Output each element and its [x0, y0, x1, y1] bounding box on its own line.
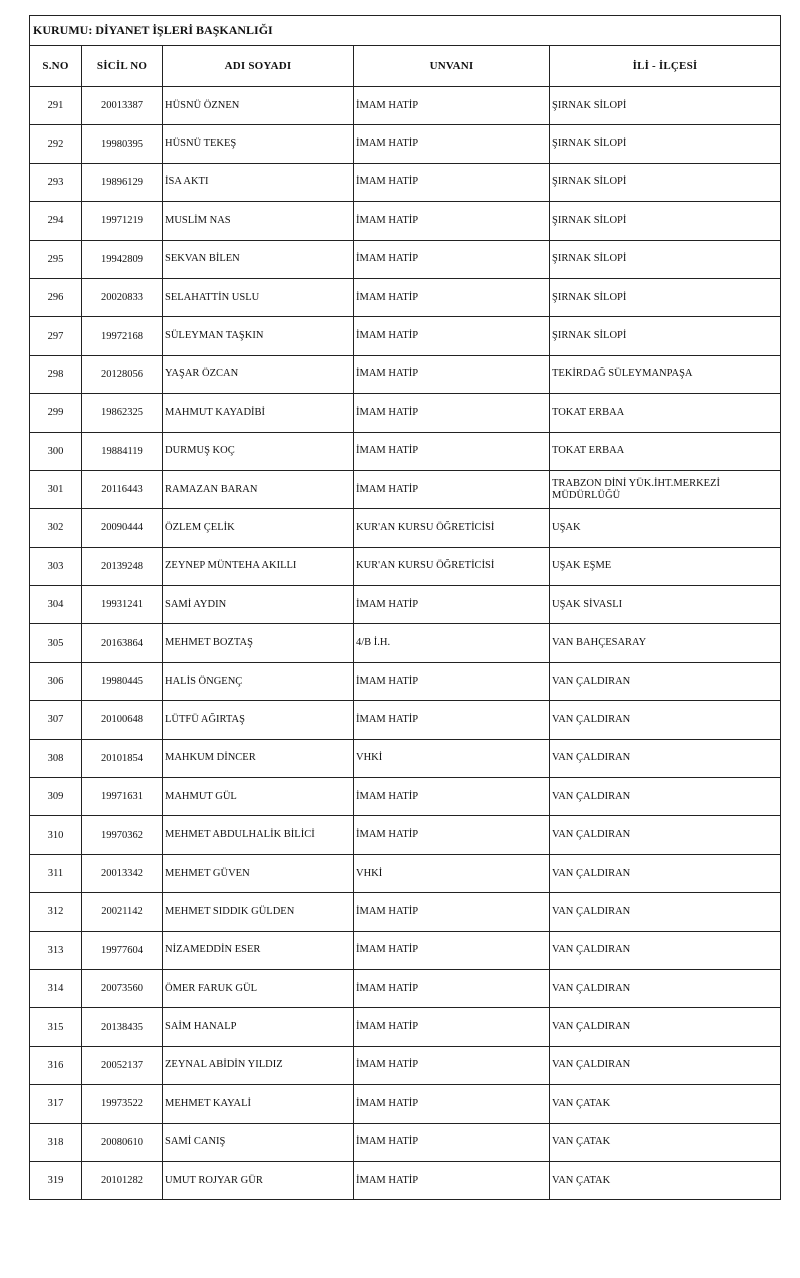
person-name: RAMAZAN BARAN: [163, 470, 354, 508]
row-number: 316: [30, 1046, 82, 1084]
row-number: 298: [30, 355, 82, 393]
column-header-sno: S.NO: [30, 46, 82, 87]
row-number: 293: [30, 163, 82, 201]
row-number: 308: [30, 739, 82, 777]
job-title: VHKİ: [354, 854, 550, 892]
person-name: LÜTFÜ AĞIRTAŞ: [163, 701, 354, 739]
row-number: 306: [30, 662, 82, 700]
table-row: [30, 778, 781, 816]
location: ŞIRNAK SİLOPİ: [550, 202, 781, 240]
job-title: İMAM HATİP: [354, 87, 550, 125]
sicil-no: 20073560: [82, 969, 163, 1007]
location: VAN ÇALDIRAN: [550, 854, 781, 892]
person-name: ZEYNAL ABİDİN YILDIZ: [163, 1046, 354, 1084]
location: VAN ÇALDIRAN: [550, 816, 781, 854]
location: VAN BAHÇESARAY: [550, 624, 781, 662]
row-number: 299: [30, 394, 82, 432]
table-row: [30, 278, 781, 316]
table-row: [30, 1161, 781, 1199]
table-row: [30, 470, 781, 508]
location: ŞIRNAK SİLOPİ: [550, 125, 781, 163]
sicil-no: 19973522: [82, 1085, 163, 1123]
sicil-no: 19980445: [82, 662, 163, 700]
person-name: SAMİ CANIŞ: [163, 1123, 354, 1161]
sicil-no: 19972168: [82, 317, 163, 355]
location: VAN ÇALDIRAN: [550, 893, 781, 931]
person-name: NİZAMEDDİN ESER: [163, 931, 354, 969]
row-number: 300: [30, 432, 82, 470]
table-row: [30, 87, 781, 125]
row-number: 296: [30, 278, 82, 316]
table-row: [30, 931, 781, 969]
table-row: [30, 854, 781, 892]
table-row: [30, 355, 781, 393]
row-number: 315: [30, 1008, 82, 1046]
job-title: İMAM HATİP: [354, 1123, 550, 1161]
job-title: İMAM HATİP: [354, 816, 550, 854]
location: UŞAK EŞME: [550, 547, 781, 585]
organization-row: [30, 16, 781, 46]
job-title: İMAM HATİP: [354, 470, 550, 508]
person-name: YAŞAR ÖZCAN: [163, 355, 354, 393]
table-row: [30, 509, 781, 547]
person-name: MUSLİM NAS: [163, 202, 354, 240]
sicil-no: 20138435: [82, 1008, 163, 1046]
sicil-no: 19942809: [82, 240, 163, 278]
table-row: [30, 739, 781, 777]
person-name: SEKVAN BİLEN: [163, 240, 354, 278]
row-number: 297: [30, 317, 82, 355]
table-row: [30, 202, 781, 240]
row-number: 318: [30, 1123, 82, 1161]
sicil-no: 20052137: [82, 1046, 163, 1084]
person-name: ÖZLEM ÇELİK: [163, 509, 354, 547]
table-row: [30, 586, 781, 624]
person-name: MEHMET SIDDIK GÜLDEN: [163, 893, 354, 931]
column-header-adi-soyadi: ADI SOYADI: [163, 46, 354, 87]
sicil-no: 19862325: [82, 394, 163, 432]
person-name: HÜSNÜ ÖZNEN: [163, 87, 354, 125]
person-name: MAHMUT GÜL: [163, 778, 354, 816]
person-name: DURMUŞ KOÇ: [163, 432, 354, 470]
job-title: KUR'AN KURSU ÖĞRETİCİSİ: [354, 509, 550, 547]
row-number: 292: [30, 125, 82, 163]
location: VAN ÇALDIRAN: [550, 931, 781, 969]
job-title: İMAM HATİP: [354, 240, 550, 278]
job-title: İMAM HATİP: [354, 278, 550, 316]
location: ŞIRNAK SİLOPİ: [550, 87, 781, 125]
sicil-no: 19971631: [82, 778, 163, 816]
sicil-no: 20163864: [82, 624, 163, 662]
person-name: SELAHATTİN USLU: [163, 278, 354, 316]
job-title: İMAM HATİP: [354, 1008, 550, 1046]
person-name: ZEYNEP MÜNTEHA AKILLI: [163, 547, 354, 585]
sicil-no: 20080610: [82, 1123, 163, 1161]
job-title: İMAM HATİP: [354, 317, 550, 355]
column-header-sicil-no: SİCİL NO: [82, 46, 163, 87]
sicil-no: 19971219: [82, 202, 163, 240]
row-number: 310: [30, 816, 82, 854]
location: VAN ÇALDIRAN: [550, 662, 781, 700]
location: VAN ÇALDIRAN: [550, 778, 781, 816]
sicil-no: 19970362: [82, 816, 163, 854]
location: VAN ÇALDIRAN: [550, 969, 781, 1007]
job-title: İMAM HATİP: [354, 701, 550, 739]
table-row: [30, 969, 781, 1007]
location: ŞIRNAK SİLOPİ: [550, 317, 781, 355]
sicil-no: 20021142: [82, 893, 163, 931]
job-title: İMAM HATİP: [354, 125, 550, 163]
row-number: 303: [30, 547, 82, 585]
table-body: [30, 87, 781, 1200]
location: ŞIRNAK SİLOPİ: [550, 240, 781, 278]
location: VAN ÇALDIRAN: [550, 1008, 781, 1046]
table-row: [30, 240, 781, 278]
person-name: MAHMUT KAYADİBİ: [163, 394, 354, 432]
row-number: 309: [30, 778, 82, 816]
location: VAN ÇALDIRAN: [550, 739, 781, 777]
table-row: [30, 394, 781, 432]
sicil-no: 20101282: [82, 1161, 163, 1199]
table-row: [30, 662, 781, 700]
job-title: İMAM HATİP: [354, 931, 550, 969]
personnel-table: [29, 15, 781, 1200]
row-number: 313: [30, 931, 82, 969]
table-row: [30, 1123, 781, 1161]
job-title: İMAM HATİP: [354, 778, 550, 816]
job-title: İMAM HATİP: [354, 1085, 550, 1123]
organization-title: KURUMU: DİYANET İŞLERİ BAŞKANLIĞI: [30, 16, 781, 46]
table-row: [30, 1085, 781, 1123]
person-name: ÖMER FARUK GÜL: [163, 969, 354, 1007]
job-title: İMAM HATİP: [354, 202, 550, 240]
row-number: 312: [30, 893, 82, 931]
location: TRABZON DİNİ YÜK.İHT.MERKEZİ MÜDÜRLÜĞÜ: [550, 470, 781, 508]
row-number: 314: [30, 969, 82, 1007]
person-name: HALİS ÖNGENÇ: [163, 662, 354, 700]
person-name: SAİM HANALP: [163, 1008, 354, 1046]
sicil-no: 20013387: [82, 87, 163, 125]
job-title: KUR'AN KURSU ÖĞRETİCİSİ: [354, 547, 550, 585]
table-row: [30, 163, 781, 201]
row-number: 301: [30, 470, 82, 508]
person-name: İSA AKTI: [163, 163, 354, 201]
location: VAN ÇALDIRAN: [550, 701, 781, 739]
location: TOKAT ERBAA: [550, 432, 781, 470]
location: VAN ÇATAK: [550, 1123, 781, 1161]
row-number: 304: [30, 586, 82, 624]
sicil-no: 20100648: [82, 701, 163, 739]
job-title: İMAM HATİP: [354, 586, 550, 624]
location: TOKAT ERBAA: [550, 394, 781, 432]
sicil-no: 19980395: [82, 125, 163, 163]
job-title: İMAM HATİP: [354, 355, 550, 393]
row-number: 317: [30, 1085, 82, 1123]
person-name: SÜLEYMAN TAŞKIN: [163, 317, 354, 355]
row-number: 294: [30, 202, 82, 240]
row-number: 305: [30, 624, 82, 662]
person-name: HÜSNÜ TEKEŞ: [163, 125, 354, 163]
column-header-ili-ilcesi: İLİ - İLÇESİ: [550, 46, 781, 87]
location: UŞAK SİVASLI: [550, 586, 781, 624]
table-row: [30, 1046, 781, 1084]
row-number: 307: [30, 701, 82, 739]
person-name: MEHMET BOZTAŞ: [163, 624, 354, 662]
job-title: İMAM HATİP: [354, 432, 550, 470]
table-row: [30, 317, 781, 355]
job-title: İMAM HATİP: [354, 969, 550, 1007]
location: VAN ÇATAK: [550, 1161, 781, 1199]
person-name: MAHKUM DİNCER: [163, 739, 354, 777]
sicil-no: 19884119: [82, 432, 163, 470]
sicil-no: 20116443: [82, 470, 163, 508]
location: VAN ÇALDIRAN: [550, 1046, 781, 1084]
sicil-no: 20090444: [82, 509, 163, 547]
person-name: MEHMET GÜVEN: [163, 854, 354, 892]
person-name: MEHMET ABDULHALİK BİLİCİ: [163, 816, 354, 854]
row-number: 295: [30, 240, 82, 278]
sicil-no: 19977604: [82, 931, 163, 969]
table-row: [30, 1008, 781, 1046]
row-number: 302: [30, 509, 82, 547]
sicil-no: 20013342: [82, 854, 163, 892]
table-row: [30, 547, 781, 585]
row-number: 311: [30, 854, 82, 892]
sicil-no: 20128056: [82, 355, 163, 393]
table-row: [30, 125, 781, 163]
job-title: VHKİ: [354, 739, 550, 777]
table-row: [30, 624, 781, 662]
sicil-no: 20101854: [82, 739, 163, 777]
job-title: İMAM HATİP: [354, 893, 550, 931]
job-title: İMAM HATİP: [354, 1161, 550, 1199]
sicil-no: 20139248: [82, 547, 163, 585]
job-title: İMAM HATİP: [354, 662, 550, 700]
location: UŞAK: [550, 509, 781, 547]
row-number: 319: [30, 1161, 82, 1199]
person-name: SAMİ AYDIN: [163, 586, 354, 624]
job-title: 4/B İ.H.: [354, 624, 550, 662]
location: ŞIRNAK SİLOPİ: [550, 278, 781, 316]
job-title: İMAM HATİP: [354, 394, 550, 432]
table-row: [30, 816, 781, 854]
row-number: 291: [30, 87, 82, 125]
location: ŞIRNAK SİLOPİ: [550, 163, 781, 201]
sicil-no: 19896129: [82, 163, 163, 201]
table-row: [30, 701, 781, 739]
document-sheet: [29, 15, 780, 1200]
location: VAN ÇATAK: [550, 1085, 781, 1123]
sicil-no: 20020833: [82, 278, 163, 316]
sicil-no: 19931241: [82, 586, 163, 624]
job-title: İMAM HATİP: [354, 1046, 550, 1084]
table-row: [30, 432, 781, 470]
job-title: İMAM HATİP: [354, 163, 550, 201]
location: TEKİRDAĞ SÜLEYMANPAŞA: [550, 355, 781, 393]
column-header-unvani: UNVANI: [354, 46, 550, 87]
table-row: [30, 893, 781, 931]
person-name: MEHMET KAYALİ: [163, 1085, 354, 1123]
header-row: [30, 46, 781, 87]
person-name: UMUT ROJYAR GÜR: [163, 1161, 354, 1199]
